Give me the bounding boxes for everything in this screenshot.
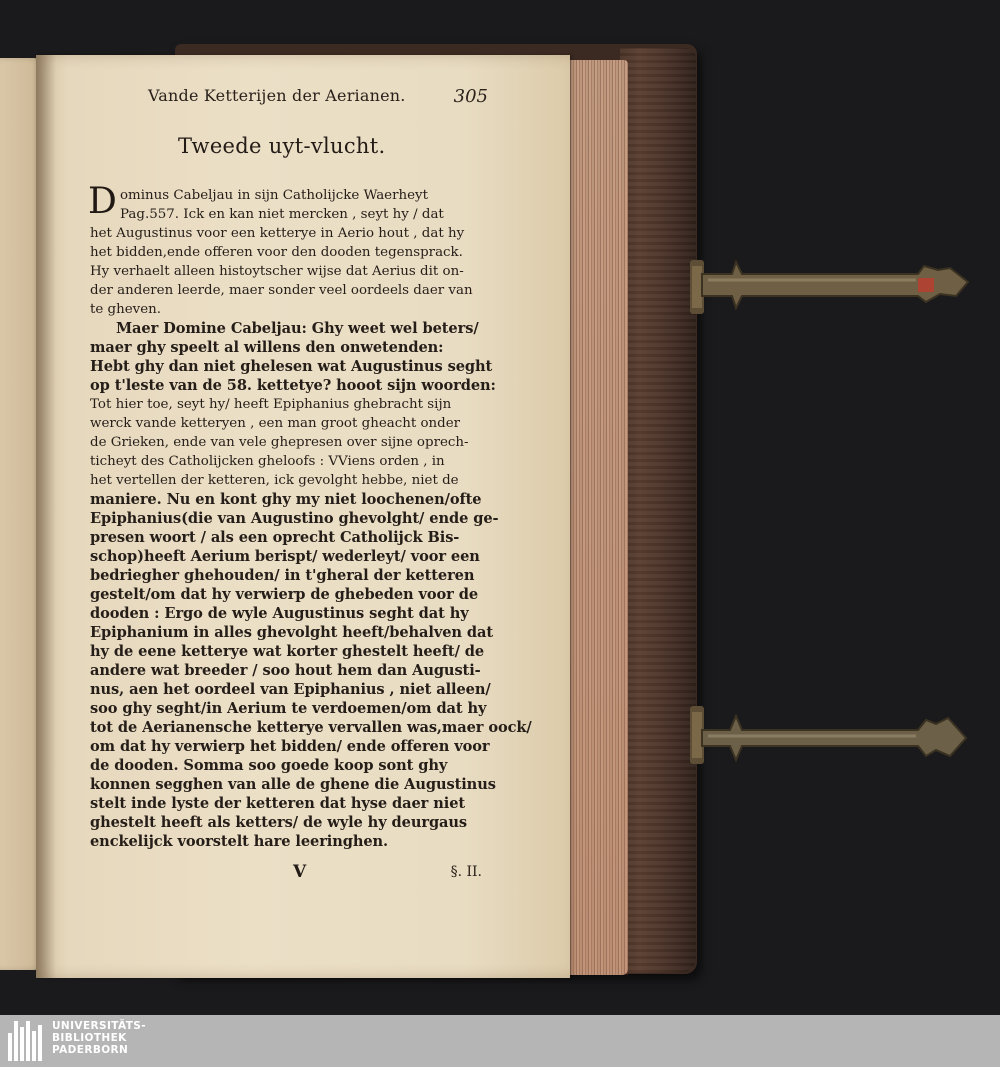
page-number: 305 (453, 86, 488, 107)
text-line: ghestelt heeft als ketters/ de wyle hy deurgaus (90, 814, 468, 831)
running-head (148, 86, 488, 112)
text-line: schop)heeft Aerium berispt/ wederleyt/ voor een (90, 548, 480, 565)
text-line: Maer Domine Cabeljau: Ghy weet wel beters/ (116, 320, 479, 337)
library-footer-bar (0, 1015, 1000, 1067)
text-line: Pag.557. Ick en kan niet mercken , seyt hy / dat (120, 207, 444, 222)
text-line: de dooden. Somma soo goede koop sont ghy (90, 757, 448, 774)
text-line: andere wat breeder / soo hout hem dan Augusti- (90, 662, 481, 679)
text-line: ominus Cabeljau in sijn Catholijcke Waerheyt (120, 188, 429, 203)
library-name-line1: UNIVERSITÄTS- (52, 1020, 147, 1032)
text-line: de Grieken, ende van vele ghepresen over sijne oprech- (90, 435, 469, 450)
lower-clasp-icon (690, 700, 975, 770)
running-title: Vande Ketterijen der Aerianen. (148, 86, 406, 105)
library-logo-icon (8, 1021, 46, 1061)
text-line: om dat hy verwierp het bidden/ ende offeren voor (90, 738, 490, 755)
text-line: maer ghy speelt al willens den onwetenden: (90, 339, 444, 356)
text-line: gestelt/om dat hy verwierp de ghebeden voor de (90, 586, 479, 603)
text-line: Epiphanium in alles ghevolght heeft/behalven dat (90, 624, 493, 641)
text-line: tot de Aerianensche ketterye vervallen was,maer oock/ (90, 719, 532, 736)
page-footer (90, 862, 482, 886)
text-line: maniere. Nu en kont ghy my niet loochenen/ofte (90, 491, 482, 508)
text-line: Tot hier toe, seyt hy/ heeft Epiphanius ghebracht sijn (90, 397, 452, 412)
upper-clasp-icon (690, 252, 975, 322)
text-line: soo ghy seght/in Aerium te verdoemen/om dat hy (90, 700, 487, 717)
signature-mark: V (293, 862, 307, 882)
text-line: het vertellen der ketteren, ick gevolght hebbe, niet de (90, 473, 459, 488)
text-line: het Augustinus voor een ketterye in Aerio hout , dat hy (90, 226, 465, 241)
section-heading: Tweede uyt-vlucht. (178, 134, 386, 158)
text-line: Hy verhaelt alleen histoytscher wijse dat Aerius dit on- (90, 264, 464, 279)
library-name-line3: PADERBORN (52, 1044, 129, 1056)
text-line: konnen segghen van alle de ghene die Augustinus (90, 776, 496, 793)
text-line: hy de eene ketterye wat korter ghestelt heeft/ de (90, 643, 485, 660)
text-line: der anderen leerde, maer sonder veel oordeels daer van (90, 283, 473, 298)
text-line: stelt inde lyste der ketteren dat hyse daer niet (90, 795, 466, 812)
page-body-text (88, 181, 532, 851)
library-name (52, 1020, 146, 1056)
library-name-line2: BIBLIOTHEK (52, 1032, 127, 1044)
text-line: te gheven. (90, 302, 162, 317)
text-line: presen woort / als een oprecht Catholijck Bis- (90, 529, 460, 546)
facing-page-edge (0, 58, 40, 970)
text-line: enckelijck voorstelt hare leeringhen. (90, 833, 389, 850)
text-line: op t'leste van de 58. kettetye? hooot sijn woorden: (90, 377, 496, 394)
text-line: dooden : Ergo de wyle Augustinus seght dat hy (90, 605, 469, 622)
text-line: het bidden,ende offeren voor den dooden tegensprack. (90, 245, 463, 260)
text-line: ticheyt des Catholijcken gheloofs : VViens orden , in (90, 454, 445, 469)
drop-capital: D (88, 181, 117, 222)
book-spine (620, 48, 696, 973)
text-line: Epiphanius(die van Augustino ghevolght/ ende ge- (90, 510, 499, 527)
text-line: bedriegher ghehouden/ in t'gheral der ketteren (90, 567, 475, 584)
text-line: Hebt ghy dan niet ghelesen wat Augustinus seght (90, 358, 493, 375)
text-line: werck vande ketteryen , een man groot gheacht onder (90, 416, 461, 431)
page-edges (568, 60, 628, 975)
text-line: nus, aen het oordeel van Epiphanius , niet alleen/ (90, 681, 491, 698)
catchword: §. II. (450, 864, 482, 880)
